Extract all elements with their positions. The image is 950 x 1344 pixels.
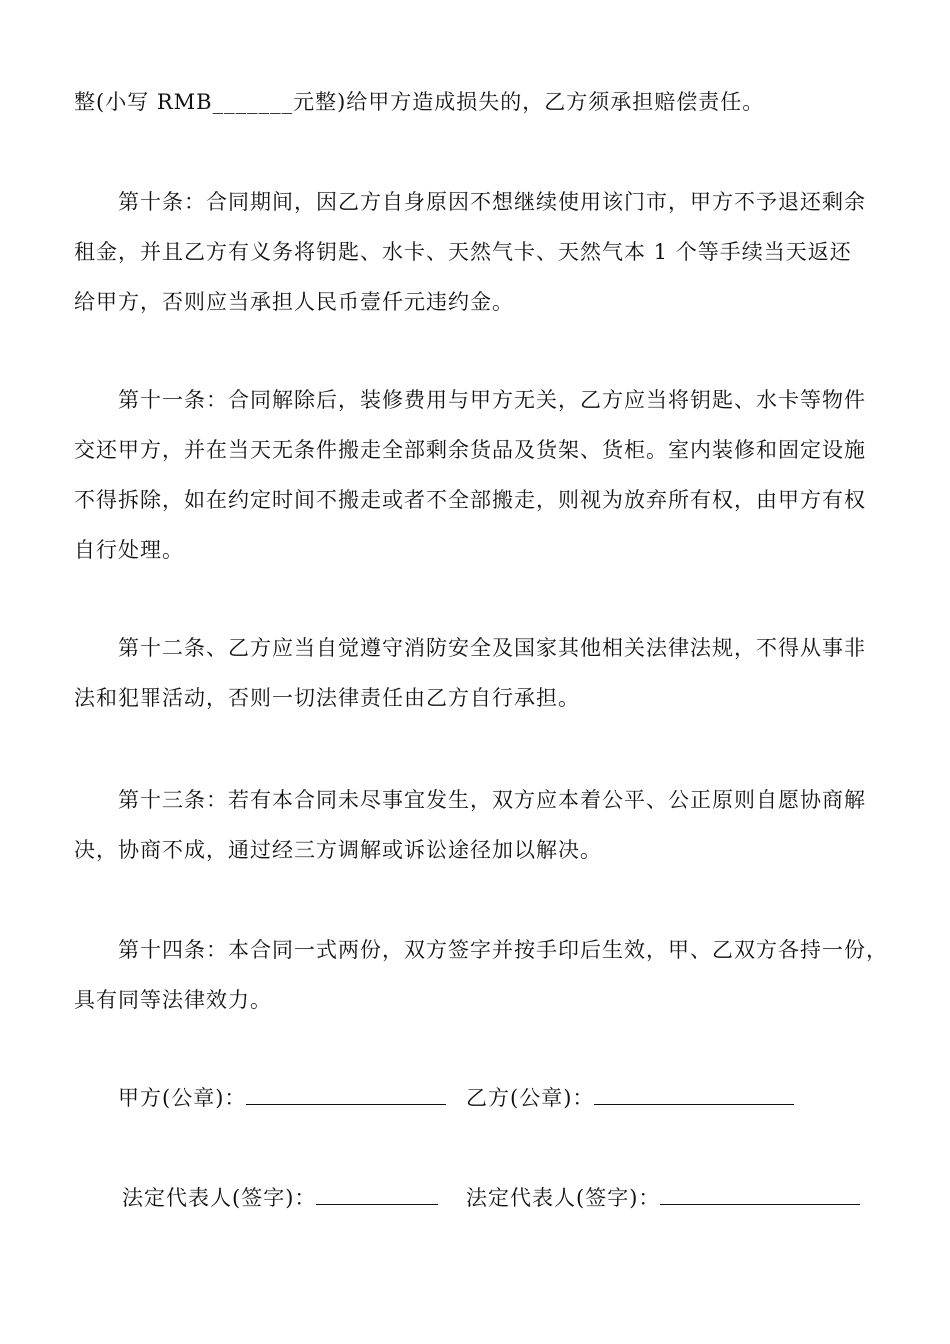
article-14-line-2: 具有同等法律效力。 (74, 988, 272, 1012)
party-a-seal-blank (246, 1086, 446, 1105)
party-a-seal-row (118, 1084, 446, 1112)
article-12-line-1: 第十二条、乙方应当自觉遵守消防安全及国家其他相关法律法规，不得从事非 (118, 636, 866, 660)
party-b-rep-row (466, 1184, 860, 1212)
article-11-line-3: 不得拆除，如在约定时间不搬走或者不全部搬走，则视为放弃所有权，由甲方有权 (74, 488, 866, 512)
party-a-rep-label: 法定代表人(签字)： (122, 1186, 317, 1210)
article-11-line-2: 交还甲方，并在当天无条件搬走全部剩余货品及货架、货柜。室内装修和固定设施 (74, 438, 866, 462)
article-11-line-4: 自行处理。 (74, 538, 184, 562)
article-12-line-2: 法和犯罪活动，否则一切法律责任由乙方自行承担。 (74, 686, 580, 710)
article-10-line-1: 第十条：合同期间，因乙方自身原因不想继续使用该门市，甲方不予退还剩余 (118, 190, 866, 214)
article-13-line-1: 第十三条：若有本合同未尽事宜发生，双方应本着公平、公正原则自愿协商解 (118, 788, 866, 812)
party-b-rep-blank (660, 1186, 860, 1205)
article-14-line-1: 第十四条：本合同一式两份，双方签字并按手印后生效，甲、乙双方各持一份， (118, 938, 888, 962)
continuation-line: 整(小写 RMB_______元整)给甲方造成损失的，乙方须承担赔偿责任。 (74, 90, 765, 114)
article-10-line-3: 给甲方，否则应当承担人民币壹仟元违约金。 (74, 290, 514, 314)
article-13-line-2: 决，协商不成，通过经三方调解或诉讼途径加以解决。 (74, 838, 602, 862)
party-a-rep-blank (316, 1186, 438, 1205)
article-11-line-1: 第十一条：合同解除后，装修费用与甲方无关，乙方应当将钥匙、水卡等物件 (118, 388, 866, 412)
article-10-line-2: 租金，并且乙方有义务将钥匙、水卡、天然气卡、天然气本 1 个等手续当天返还 (74, 240, 852, 264)
party-b-seal-row (466, 1084, 794, 1112)
party-b-seal-blank (594, 1086, 794, 1105)
party-b-seal-label: 乙方(公章)： (466, 1086, 595, 1110)
party-a-seal-label: 甲方(公章)： (118, 1086, 247, 1110)
party-b-rep-label: 法定代表人(签字)： (466, 1186, 661, 1210)
party-a-rep-row (122, 1184, 438, 1212)
